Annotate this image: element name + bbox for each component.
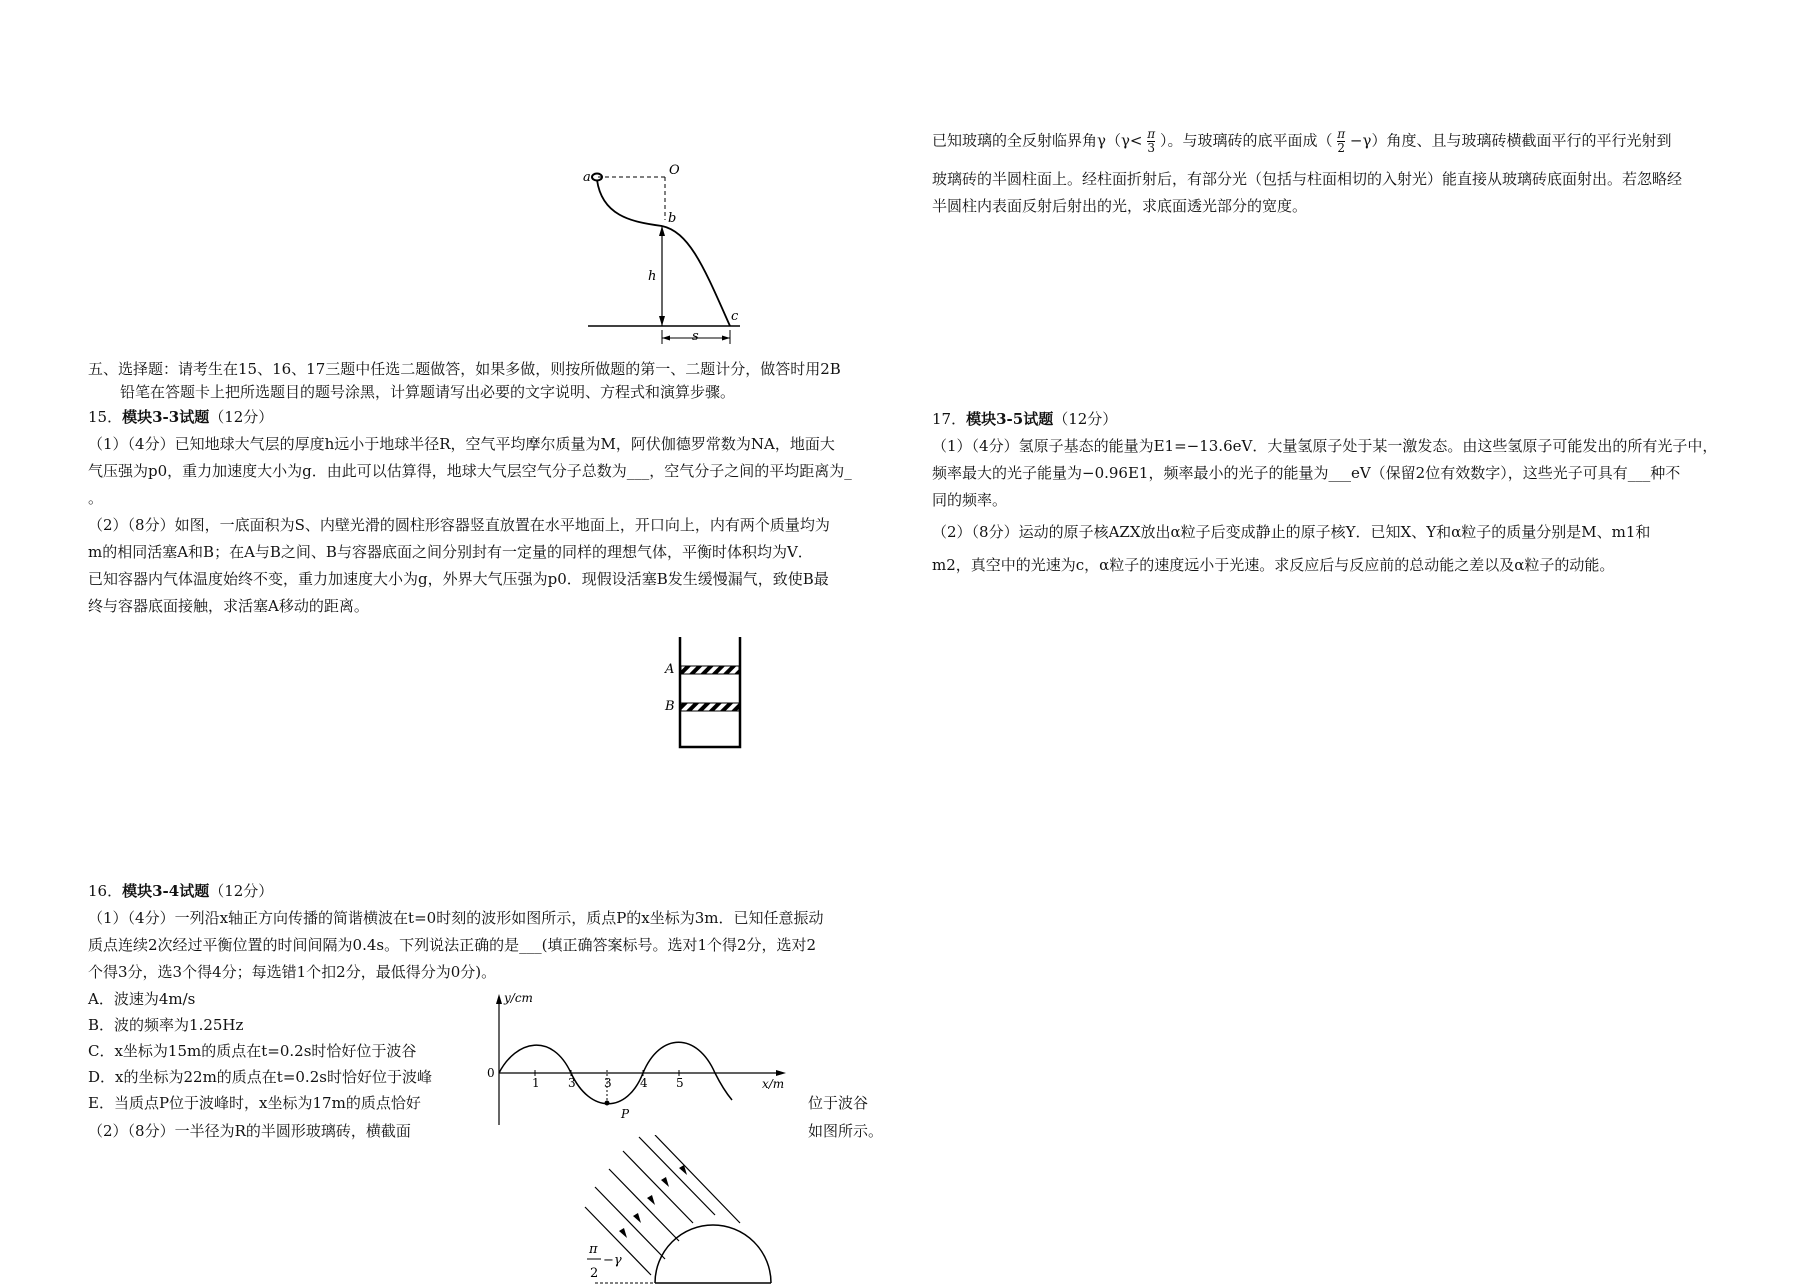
q15-p2-line2: m的相同活塞A和B；在A与B之间、B与容器底面之间分别封有一定量的同样的理想气体，平衡时体积均为V． (88, 543, 813, 561)
wave-tick-2: 3 (568, 1076, 576, 1090)
angle-num: π (589, 1242, 598, 1257)
q16-option-a: A．波速为4m/s (88, 990, 196, 1008)
trajectory-figure (580, 160, 755, 350)
q17-heading (932, 408, 1117, 430)
cylinder-figure (660, 635, 760, 753)
q15-p2-line4: 终与容器底面接触，求活塞A移动的距离。 (88, 597, 369, 615)
label-s: s (692, 329, 699, 344)
q16-option-b: B．波的频率为1.25Hz (88, 1016, 244, 1034)
q15-p1-line3: 。 (88, 489, 104, 507)
q15-p1-line1: （1）（4分）已知地球大气层的厚度h远小于地球半径R，空气平均摩尔质量为M，阿伏伽德罗常数为NA，地面大 (88, 435, 835, 453)
q17-title: 模块3-5试题 (966, 410, 1054, 428)
q15-title: 模块3-3试题 (122, 408, 210, 426)
q16-right-line1 (932, 128, 1671, 155)
label-h: h (648, 269, 657, 284)
glass-figure (575, 1135, 795, 1286)
angle-rest: −γ (603, 1253, 622, 1268)
q17-p2-line2: m2，真空中的光速为c，α粒子的速度远小于光速。求反应后与反应前的总动能之差以及α粒子的动能。 (932, 556, 1615, 574)
piston-a (681, 666, 739, 674)
q17-p1-line1: （1）（4分）氢原子基态的能量为E1=−13.6eV．大量氢原子处于某一激发态。由这些氢原子可能发出的所有光子中， (932, 437, 1718, 455)
q16-p1-line3: 个得3分，选3个得4分；每选错1个扣2分，最低得分为0分)。 (88, 963, 497, 981)
frac-pi-3-den: 3 (1147, 141, 1156, 155)
wave-tick-3: 3 (604, 1076, 612, 1090)
q16-p2-head: （2）（8分）一半径为R的半圆形玻璃砖，横截面 (88, 1122, 411, 1140)
frac-pi-2 (1337, 128, 1345, 155)
wave-point-label: P (621, 1107, 630, 1121)
q16-right-line2: 玻璃砖的半圆柱面上。经柱面折射后，有部分光（包括与柱面相切的入射光）能直接从玻璃砖底面射出。若忽略经 (932, 170, 1683, 188)
q15-p2-line3: 已知容器内气体温度始终不变，重力加速度大小为g，外界大气压强为p0．现假设活塞B发生缓慢漏气，致使B最 (88, 570, 829, 588)
label-B: B (665, 699, 675, 714)
q15-p2-line1: （2）（8分）如图，一底面积为S、内壁光滑的圆柱形容器竖直放置在水平地面上，开口向上，内有两个质量均为 (88, 516, 830, 534)
q16-heading (88, 880, 273, 902)
frac-pi-3-num: π (1147, 127, 1156, 141)
label-c: c (731, 309, 739, 324)
q15-heading (88, 406, 273, 428)
wave-tick-5: 5 (676, 1076, 684, 1090)
label-a: a (583, 170, 591, 185)
q16-right-part-b: ）。与玻璃砖的底平面成（ (1159, 131, 1333, 150)
q15-score: （12分） (209, 408, 274, 426)
q17-score: （12分） (1053, 410, 1118, 428)
q16-p1-line1: （1）（4分）一列沿x轴正方向传播的简谐横波在t=0时刻的波形如图所示，质点P的x坐标为3m．已知任意振动 (88, 909, 824, 927)
q16-option-e: E．当质点P位于波峰时，x坐标为17m的质点恰好 (88, 1094, 421, 1112)
q16-right-line3: 半圆柱内表面反射后射出的光，求底面透光部分的宽度。 (932, 197, 1308, 215)
q16-score: （12分） (209, 882, 274, 900)
q16-right-part-a: 已知玻璃的全反射临界角γ（γ< (932, 131, 1143, 150)
label-A: A (665, 662, 675, 677)
point-p (605, 1101, 610, 1106)
frac-pi-3 (1147, 128, 1155, 155)
q16-right-part-d: −γ）角度、且与玻璃砖横截面平行的平行光射到 (1349, 131, 1672, 150)
piston-b (681, 703, 739, 711)
q16-number: 16． (88, 882, 123, 900)
q15-number: 15． (88, 408, 123, 426)
frac-pi-2-num: π (1337, 127, 1346, 141)
q16-title: 模块3-4试题 (122, 882, 210, 900)
q15-p1-line2: 气压强为p0，重力加速度大小为g．由此可以估算得，地球大气层空气分子总数为___，空气分子之间的平均距离为_ (88, 462, 852, 480)
q16-option-e-tail: 位于波谷 (808, 1094, 869, 1112)
wave-ylabel: y/cm (504, 991, 533, 1005)
wave-origin: 0 (487, 1066, 495, 1080)
wave-tick-1: 1 (532, 1076, 540, 1090)
label-b: b (668, 211, 677, 226)
angle-den: 2 (590, 1266, 599, 1281)
section5-line2: 铅笔在答题卡上把所选题目的题号涂黑，计算题请写出必要的文字说明、方程式和演算步骤。 (120, 383, 736, 401)
label-O: O (669, 163, 680, 178)
q17-number: 17． (932, 410, 967, 428)
q16-option-c: C．x坐标为15m的质点在t=0.2s时恰好位于波谷 (88, 1042, 417, 1060)
q16-option-d: D．x的坐标为22m的质点在t=0.2s时恰好位于波峰 (88, 1068, 432, 1086)
wave-figure (482, 990, 792, 1130)
wave-xlabel: x/m (762, 1077, 785, 1091)
q17-p1-line2: 频率最大的光子能量为−0.96E1，频率最小的光子的能量为___eV（保留2位有效数字），这些光子可具有___种不 (932, 464, 1681, 482)
q16-p1-line2: 质点连续2次经过平衡位置的时间间隔为0.4s。下列说法正确的是___(填正确答案标号。选对1个得2分，选对2 (88, 936, 817, 954)
q16-p2-tail: 如图所示。 (808, 1122, 884, 1140)
frac-pi-2-den: 2 (1337, 141, 1346, 155)
q17-p2-line1: （2）（8分）运动的原子核AZX放出α粒子后变成静止的原子核Y．已知X、Y和α粒子的质量分别是M、m1和 (932, 523, 1651, 541)
q17-p1-line3: 同的频率。 (932, 491, 1008, 509)
section5-line1: 五、选择题：请考生在15、16、17三题中任选二题做答，如果多做，则按所做题的第一、二题计分，做答时用2B (88, 360, 841, 378)
wave-tick-4: 4 (640, 1076, 648, 1090)
